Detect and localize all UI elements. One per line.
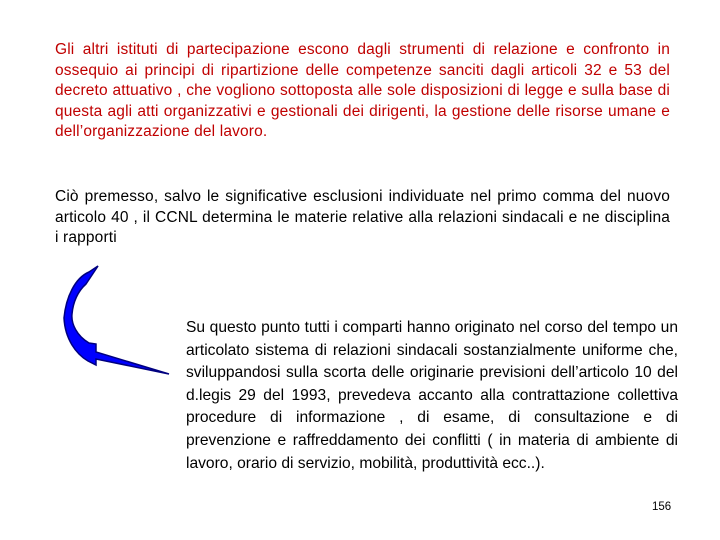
page-number: 156 xyxy=(652,501,672,513)
curved-arrow-graphic xyxy=(58,264,170,376)
curved-arrow-shape xyxy=(64,266,169,374)
detail-paragraph: Su questo punto tutti i comparti hanno originato nel corso del tempo un articolato sistema di relazioni sindacali sostanzialmente uniforme che, sviluppandosi sulla scorta delle originarie previsioni dell’articolo 10 del d.legis 29 del 1993, prevedeva accanto alla contrattazione collettiva procedure di informazione , di esame, di consultazione e di prevenzione e raffreddamento dei conflitti ( in materia di ambiente di lavoro, orario di servizio, mobilità, produttività ecc..). xyxy=(186,319,678,472)
curved-arrow-icon xyxy=(58,264,170,376)
premise-paragraph: Ciò premesso, salvo le significative esclusioni individuate nel primo comma del nuovo articolo 40 , il CCNL determina le materie relative alla relazioni sindacali e ne disciplina i rapporti xyxy=(55,188,670,247)
intro-paragraph: Gli altri istituti di partecipazione escono dagli strumenti di relazione e confronto in ossequio ai principi di ripartizione delle competenze sanciti dagli articoli 32 e 53 del decreto attuativo , che vogliono sottoposta alle sole disposizioni di legge e sulla base di questa agli atti organizzativi e gestionali dei dirigenti, la gestione delle risorse umane e dell’organizzazione del lavoro. xyxy=(55,41,670,141)
